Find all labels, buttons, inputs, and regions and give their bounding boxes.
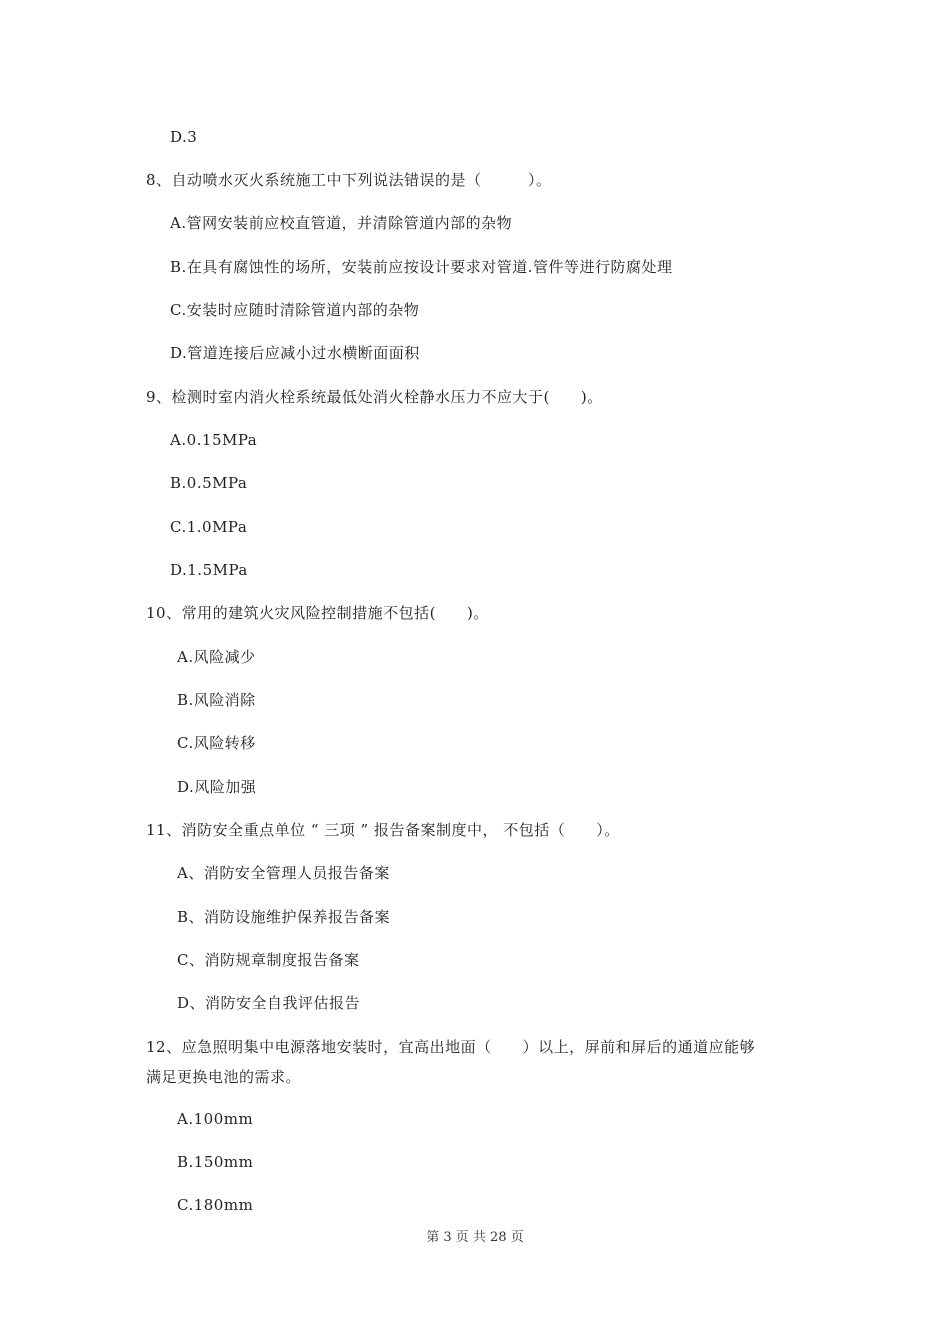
q11-option-d: D、消防安全自我评估报告 xyxy=(177,994,361,1012)
q8-option-b: B.在具有腐蚀性的场所，安装前应按设计要求对管道.管件等进行防腐处理 xyxy=(170,258,673,276)
q8-option-c: C.安装时应随时清除管道内部的杂物 xyxy=(170,301,420,319)
q10-option-a: A.风险减少 xyxy=(177,648,256,666)
q10-option-c: C.风险转移 xyxy=(177,734,256,752)
q8-option-a: A.管网安装前应校直管道，并清除管道内部的杂物 xyxy=(170,214,513,232)
q12-option-a: A.100mm xyxy=(177,1110,254,1128)
q11-option-c: C、消防规章制度报告备案 xyxy=(177,951,360,969)
q8-option-d: D.管道连接后应减小过水横断面面积 xyxy=(170,344,420,362)
q7-option-d: D.3 xyxy=(170,128,198,146)
q12-option-b: B.150mm xyxy=(177,1153,254,1171)
q9-option-c: C.1.0MPa xyxy=(170,518,248,536)
page-number-footer: 第 3 页 共 28 页 xyxy=(426,1230,524,1245)
q9-stem: 9、检测时室内消火栓系统最低处消火栓静水压力不应大于( )。 xyxy=(146,388,603,406)
q11-option-b: B、消防设施维护保养报告备案 xyxy=(177,908,391,926)
q8-stem: 8、自动喷水灭火系统施工中下列说法错误的是（ ）。 xyxy=(146,171,552,189)
q11-option-a: A、消防安全管理人员报告备案 xyxy=(177,864,390,882)
q12-stem-line2: 满足更换电池的需求。 xyxy=(146,1068,302,1086)
q10-option-d: D.风险加强 xyxy=(177,778,257,796)
q12-option-c: C.180mm xyxy=(177,1196,254,1214)
q10-option-b: B.风险消除 xyxy=(177,691,256,709)
q9-option-d: D.1.5MPa xyxy=(170,561,248,579)
q10-stem: 10、常用的建筑火灾风险控制措施不包括( )。 xyxy=(146,604,489,622)
q9-option-a: A.0.15MPa xyxy=(170,431,258,449)
q9-option-b: B.0.5MPa xyxy=(170,474,248,492)
q11-stem: 11、消防安全重点单位 “ 三项 ” 报告备案制度中， 不包括（ ）。 xyxy=(146,821,620,839)
q12-stem-line1: 12、应急照明集中电源落地安装时，宜高出地面（ ）以上，屏前和屏后的通道应能够 xyxy=(146,1038,756,1056)
